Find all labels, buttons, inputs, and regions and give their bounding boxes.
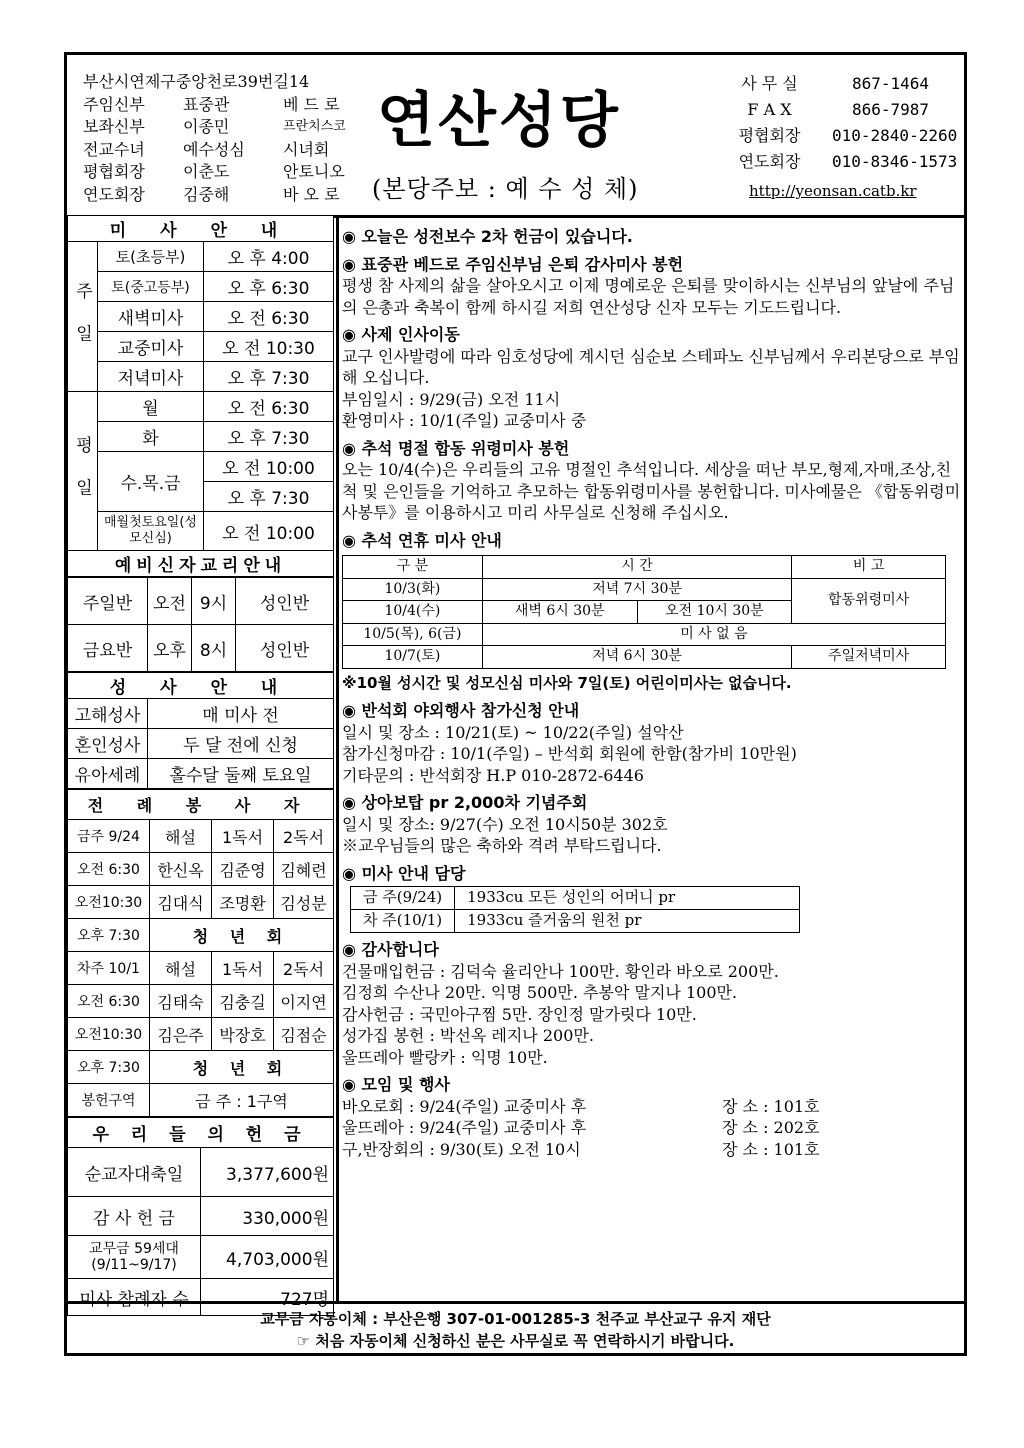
class-target: 성인반 (236, 578, 334, 625)
notice-text: 평생 참 사제의 삶을 살아오시고 이제 명예로운 은퇴를 맞이하시는 신부님의 앞날에 주님의 은총과 축복이 함께 하시길 저희 연산성당 신자 모두는 기도드립니다. (342, 276, 955, 317)
contact-label: 평협회장 (738, 126, 801, 145)
staff-name: 이종민 (183, 117, 230, 136)
mass-time: 오 후 6:30 (204, 272, 334, 302)
table-cell: 주일저녁미사 (792, 646, 946, 669)
sacrament-title: 성 사 안 내 (68, 673, 334, 699)
server-cell: 이지연 (274, 985, 334, 1018)
class-hour: 9시 (192, 578, 236, 625)
staff-role: 평협회장 (83, 162, 145, 181)
contact-row (717, 123, 957, 149)
server-cell: 금주 9/24 (68, 820, 150, 853)
notice-heading: ◉ 사제 인사이동 (342, 325, 460, 344)
table-cell: 저녁 6시 30분 (482, 646, 791, 669)
website-link[interactable]: http://yeonsan.catb.kr (749, 182, 917, 200)
contact-row (717, 149, 957, 175)
offering-name: 미사 참례자 수 (68, 1279, 201, 1316)
server-cell: 김준영 (212, 853, 274, 886)
notice-text: 기타문의 : 반석회장 H.P 010-2872-6446 (342, 765, 644, 785)
notice-repair (342, 226, 962, 248)
staff-role: 보좌신부 (83, 117, 145, 136)
class-target: 성인반 (236, 625, 334, 672)
table-cell: 오전 10시 30분 (637, 601, 792, 624)
staff-row (83, 184, 346, 207)
staff-saint: 안토니오 (283, 162, 345, 181)
guide-week: 금 주(9/24) (351, 887, 455, 910)
server-cell: 2독서 (274, 820, 334, 853)
staff-row (83, 161, 346, 184)
contact-value: 866-7987 (852, 100, 930, 119)
mass-table (67, 215, 334, 577)
notice-heading: ◉ 모임 및 행사 (342, 1075, 450, 1094)
servers-table (67, 789, 334, 1117)
notice-text: 환영미사 : 10/1(주일) 교중미사 중 (342, 411, 587, 430)
sacrament-info: 두 달 전에 신청 (148, 729, 334, 759)
main-content (342, 220, 962, 1160)
server-cell: 김은주 (150, 1018, 212, 1051)
server-cell: 김혜련 (274, 853, 334, 886)
mass-guide-table (350, 886, 800, 933)
sidebar (67, 215, 339, 1310)
mass-name: 새벽미사 (98, 302, 204, 332)
staff-role: 주임신부 (83, 94, 145, 114)
staff-role: 연도회장 (83, 184, 145, 204)
table-cell: 저녁 7시 30분 (482, 578, 791, 601)
staff-name: 표중관 (183, 94, 230, 114)
staff-saint: 베 드 로 (283, 94, 340, 114)
meeting-place: 장 소 : 101호 (722, 1139, 820, 1159)
server-cell: 봉헌구역 (68, 1084, 150, 1117)
mass-name: 수.목.금 (98, 452, 204, 512)
sacrament-name: 고해성사 (68, 699, 148, 729)
class-ampm: 오후 (148, 625, 192, 672)
server-cell: 김대식 (150, 886, 212, 919)
server-cell: 김태숙 (150, 985, 212, 1018)
offering-amount: 330,000원 (201, 1197, 334, 1236)
mass-time: 오 후 7:30 (204, 422, 334, 452)
notice-text: 참가신청마감 : 10/1(주일) – 반석회 회원에 한함(참가비 10만원) (342, 744, 797, 763)
table-cell: 10/3(화) (343, 578, 483, 601)
guide-week: 차 주(10/1) (351, 910, 455, 933)
mass-time: 오 후 4:00 (204, 242, 334, 272)
notice-text: 울뜨레아 빨랑카 : 익명 10만. (342, 1047, 548, 1067)
meeting-info: 바오로회 : 9/24(주일) 교중미사 후 (342, 1096, 587, 1116)
guide-group: 1933cu 모든 성인의 어머니 pr (455, 887, 800, 910)
server-cell: 오전 6:30 (68, 985, 150, 1018)
notice-text: 건물매입헌금 : 김덕숙 율리안나 100만. 황인라 바오로 200만. (342, 961, 779, 981)
notice-text: 부임일시 : 9/29(금) 오전 11시 (342, 389, 561, 409)
mass-name: 매월첫토요일(성모신심) (98, 512, 204, 551)
staff-saint: 프란치스코 (283, 119, 346, 134)
mass-time: 오 후 7:30 (204, 362, 334, 392)
offering-amount: 3,377,600원 (201, 1148, 334, 1197)
server-cell: 차주 10/1 (68, 952, 150, 985)
mass-name: 토(초등부) (98, 242, 204, 272)
server-cell: 박장호 (212, 1018, 274, 1051)
offering-amount: 727명 (201, 1279, 334, 1316)
notice-heading: ◉ 미사 안내 담당 (342, 863, 466, 883)
notice-text: 성가집 봉헌 : 박선옥 레지나 200만. (342, 1026, 594, 1045)
offering-amount: 4,703,000원 (201, 1236, 334, 1279)
class-name: 금요반 (68, 625, 148, 672)
server-cell: 김점순 (274, 1018, 334, 1051)
meeting-info: 울뜨레아 : 9/24(주일) 교중미사 후 (342, 1118, 587, 1137)
server-cell: 2독서 (274, 952, 334, 985)
offering-name: 순교자대축일 (68, 1148, 201, 1197)
table-cell: 새벽 6시 30분 (482, 601, 637, 624)
notice-heading: ◉ 표중관 베드로 주임신부님 은퇴 감사미사 봉헌 (342, 254, 684, 274)
notice-mass-guide (342, 863, 962, 934)
offering-table (67, 1117, 334, 1316)
meeting-place: 장 소 : 101호 (722, 1096, 820, 1116)
notice-meetings (342, 1074, 962, 1160)
contact-label: F A X (747, 100, 792, 119)
mass-time: 오 전 10:30 (204, 332, 334, 362)
sacrament-table (67, 672, 334, 789)
notice-text: ※교우님들의 많은 축하와 격려 부탁드립니다. (342, 836, 662, 855)
notice-holiday-mass (342, 530, 962, 695)
table-cell: 10/4(수) (343, 601, 483, 624)
contact-list (717, 71, 957, 175)
server-cell: 오전10:30 (68, 886, 150, 919)
server-cell: 해설 (150, 820, 212, 853)
class-hour: 8시 (192, 625, 236, 672)
footer (67, 1301, 964, 1353)
notice-text: 김정희 수산나 20만. 익명 500만. 추봉악 말지나 100만. (342, 983, 738, 1002)
notice-thanks (342, 939, 962, 1068)
notice-heading: ◉ 감사합니다 (342, 940, 439, 959)
meeting-place: 장 소 : 202호 (722, 1118, 820, 1137)
staff-role: 전교수녀 (83, 139, 145, 159)
notice-text: 일시 및 장소 : 10/21(토) ~ 10/22(주일) 설악산 (342, 722, 684, 742)
notice-transfer (342, 324, 962, 432)
staff-saint: 바 오 로 (283, 184, 340, 204)
staff-saint: 시녀회 (283, 139, 330, 159)
table-cell: 10/7(토) (343, 646, 483, 669)
table-cell: 합동위령미사 (792, 578, 946, 623)
mass-time: 오 전 10:00 (204, 452, 334, 482)
address: 부산시연제구중앙천로39번길14 (83, 72, 310, 91)
mass-name: 교중미사 (98, 332, 204, 362)
mass-name: 저녁미사 (98, 362, 204, 392)
server-cell: 금 주 : 1구역 (150, 1084, 334, 1117)
staff-name: 이춘도 (183, 162, 230, 181)
notice-heading: ◉ 추석 연휴 미사 안내 (342, 530, 502, 550)
bank-transfer-info: 교무금 자동이체 : 부산은행 307-01-001285-3 천주교 부산교구 유지 재단 (260, 1310, 771, 1328)
catechumen-table (67, 577, 334, 672)
table-header: 비 고 (792, 556, 946, 579)
notice-memorial (342, 438, 962, 524)
offering-name: 감 사 헌 금 (68, 1197, 201, 1236)
mass-name: 토(중고등부) (98, 272, 204, 302)
contact-label: 사 무 실 (741, 74, 798, 93)
staff-list (83, 71, 346, 206)
mass-time: 오 전 10:00 (204, 512, 334, 551)
header (67, 55, 964, 218)
notice-text: 일시 및 장소: 9/27(수) 오전 10시50분 302호 (342, 814, 668, 834)
server-cell: 1독서 (212, 952, 274, 985)
server-cell: 한신옥 (150, 853, 212, 886)
class-name: 주일반 (68, 578, 148, 625)
sacrament-info: 홀수달 둘째 토요일 (148, 759, 334, 789)
staff-row (83, 94, 346, 117)
table-header: 구 분 (343, 556, 483, 579)
contact-label: 연도회장 (738, 152, 801, 171)
offering-title: 우 리 들 의 헌 금 (68, 1118, 334, 1148)
offering-name: 교무금 59세대 (9/11~9/17) (68, 1236, 201, 1279)
table-cell: 미 사 없 음 (482, 623, 945, 646)
server-cell: 1독서 (212, 820, 274, 853)
server-cell: 오후 7:30 (68, 1051, 150, 1084)
parish-subtitle: (본당주보 : 예 수 성 체) (372, 175, 639, 203)
meeting-info: 구,반장회의 : 9/30(토) 오전 10시 (342, 1139, 581, 1159)
mass-time: 오 후 7:30 (204, 482, 334, 512)
notice-text: 감사헌금 : 국민아구찜 5만. 장인정 말가릿다 10만. (342, 1004, 697, 1024)
notice-praesidium (342, 792, 962, 857)
staff-row (83, 139, 346, 162)
notice-text: 교구 인사발령에 따라 임호성당에 계시던 심순보 스테파노 신부님께서 우리본당으로 부임해 오십니다. (342, 346, 960, 387)
parish-title: 연산성당 (377, 86, 621, 156)
notice-retire (342, 254, 962, 319)
server-cell: 김충길 (212, 985, 274, 1018)
bank-transfer-note: ☞ 처음 자동이체 신청하신 분은 사무실로 꼭 연락하시기 바랍니다. (296, 1332, 735, 1350)
contact-row (717, 97, 957, 123)
notice-outing (342, 700, 962, 786)
holiday-mass-table (342, 555, 946, 669)
server-cell: 오전10:30 (68, 1018, 150, 1051)
staff-row (83, 116, 346, 139)
table-header: 시 간 (482, 556, 791, 579)
catechumen-title: 예비신자교리안내 (68, 551, 334, 577)
server-cell: 청 년 회 (150, 1051, 334, 1084)
notice-heading: ◉ 반석회 야외행사 참가신청 안내 (342, 701, 580, 720)
server-cell: 김성분 (274, 886, 334, 919)
sacrament-name: 유아세례 (68, 759, 148, 789)
notice-heading: ◉ 상아보탑 pr 2,000차 기념주회 (342, 793, 588, 812)
server-cell: 청 년 회 (150, 919, 334, 952)
notice-heading: ◉ 오늘은 성전보수 2차 헌금이 있습니다. (342, 227, 633, 246)
mass-name: 화 (98, 422, 204, 452)
server-cell: 조명환 (212, 886, 274, 919)
contact-value: 010-2840-2260 (832, 126, 958, 145)
contact-value: 867-1464 (852, 74, 930, 93)
contact-row (717, 71, 957, 97)
mass-name: 월 (98, 392, 204, 422)
server-cell: 해설 (150, 952, 212, 985)
sacrament-info: 매 미사 전 (148, 699, 334, 729)
sacrament-name: 혼인성사 (68, 729, 148, 759)
meeting-row (342, 1117, 962, 1139)
table-cell: 10/5(목), 6(금) (343, 623, 483, 646)
notice-text: 오는 10/4(수)은 우리들의 고유 명절인 추석입니다. 세상을 떠난 부모,형제,자매,조상,친척 및 은인들을 기억하고 추모하는 합동위령미사를 봉헌합니다. 미사예물은 《합동위령미사봉투》를 이용하시고 미리 사무실로 신청해 주십시오. (342, 460, 961, 522)
server-cell: 오후 7:30 (68, 919, 150, 952)
weekday-label: 평 일 (68, 392, 98, 551)
staff-name: 김중해 (183, 184, 230, 204)
mass-time: 오 전 6:30 (204, 392, 334, 422)
server-cell: 오전 6:30 (68, 853, 150, 886)
mass-time: 오 전 6:30 (204, 302, 334, 332)
notice-heading: ◉ 추석 명절 합동 위령미사 봉헌 (342, 438, 570, 458)
contact-value: 010-8346-1573 (832, 152, 958, 171)
bulletin-frame (64, 52, 967, 1356)
class-ampm: 오전 (148, 578, 192, 625)
meeting-row (342, 1096, 962, 1118)
meeting-row (342, 1139, 962, 1161)
servers-title: 전 례 봉 사 자 (68, 790, 334, 820)
mass-note: ※10월 성시간 및 성모신심 미사와 7일(토) 어린이미사는 없습니다. (342, 673, 792, 692)
mass-title: 미 사 안 내 (68, 216, 334, 242)
guide-group: 1933cu 즐거움의 원천 pr (455, 910, 800, 933)
sunday-label: 주 일 (68, 242, 98, 392)
staff-name: 예수성심 (183, 139, 245, 159)
